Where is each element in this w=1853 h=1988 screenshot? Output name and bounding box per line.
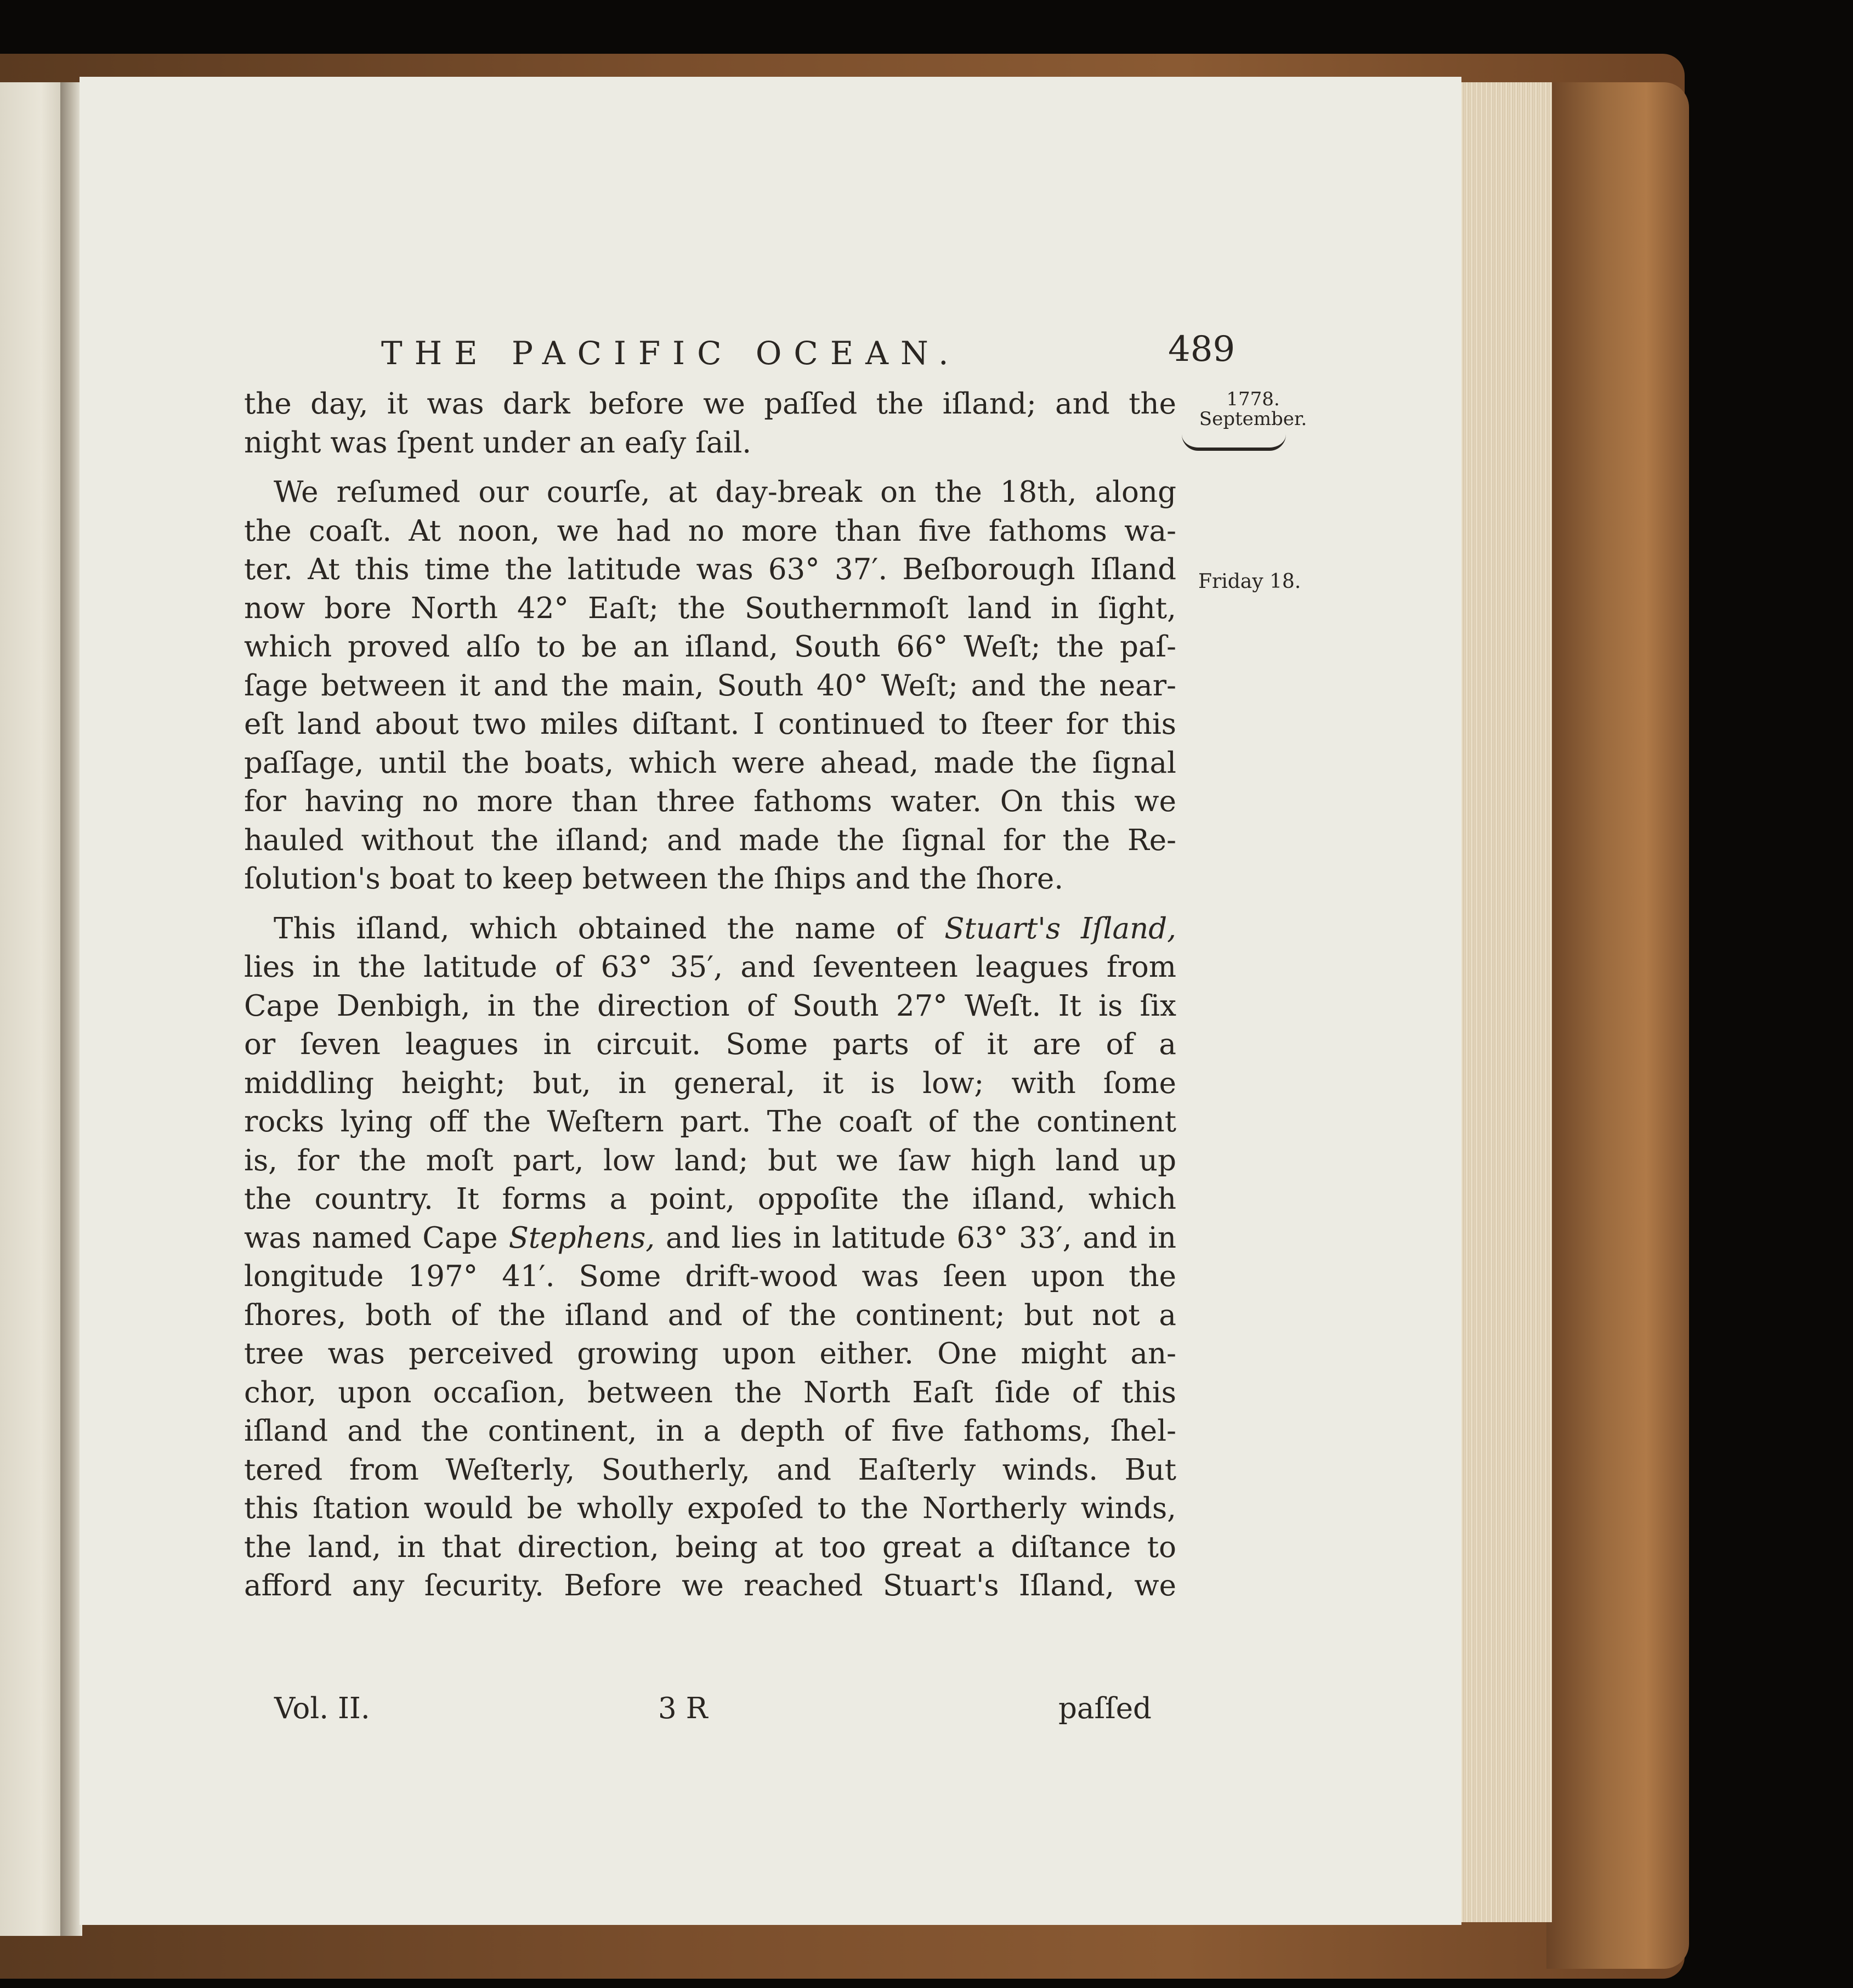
- text-line: afford any ſecurity. Before we reached Stuart's Iſland, we: [244, 1569, 1176, 1602]
- margin-month: September.: [1199, 408, 1307, 430]
- text-line: the coaſt. At noon, we had no more than five fathoms wa-: [244, 514, 1176, 548]
- text-line: middling height; but, in general, it is low; with ſome: [244, 1066, 1176, 1100]
- page-footer: [274, 1692, 1152, 1730]
- text-line: ſolution's boat to keep between the ſhips and the ſhore.: [244, 862, 1064, 896]
- text-line: ter. At this time the latitude was 63° 37′. Beſborough Iſland: [244, 553, 1176, 586]
- text-line: rocks lying off the Weſtern part. The coaſt of the continent: [244, 1105, 1176, 1139]
- text-run: was named Cape: [244, 1221, 509, 1255]
- running-head: THE PACIFIC OCEAN.: [381, 335, 961, 372]
- catchword: paſſed: [1058, 1692, 1152, 1725]
- text-line: the country. It forms a point, oppoſite the iſland, which: [244, 1182, 1176, 1216]
- cover-edge: [1546, 82, 1689, 1969]
- text-line: Cape Denbigh, in the direction of South 27° Weſt. It is ſix: [244, 989, 1176, 1023]
- text-line: night was ſpent under an eaſy ſail.: [244, 426, 752, 460]
- paragraph-2: [244, 473, 1176, 899]
- text-run: and lies in latitude 63° 33′, and in: [655, 1221, 1176, 1255]
- text-line: tered from Weſterly, Southerly, and Eaſterly winds. But: [244, 1453, 1176, 1487]
- page-number: 489: [1168, 329, 1236, 370]
- text-line: chor, upon occaſion, between the North Eaſt ſide of this: [244, 1375, 1176, 1409]
- text-line: this ſtation would be wholly expoſed to the Northerly winds,: [244, 1492, 1176, 1525]
- brace-mark: [1182, 433, 1286, 451]
- margin-year: 1778.: [1226, 388, 1280, 410]
- facing-page: [0, 82, 69, 1936]
- text-line: which proved alſo to be an iſland, South 66° Weſt; the paſ-: [244, 630, 1176, 664]
- text-line: ſage between it and the main, South 40° Weſt; and the near-: [244, 669, 1176, 703]
- text-line: is, for the moſt part, low land; but we ſaw high land up: [244, 1143, 1176, 1177]
- text-run: This iſland, which obtained the name of: [274, 911, 945, 945]
- signature-mark: 3 R: [658, 1692, 708, 1725]
- page: [80, 77, 1461, 1925]
- text-line: lies in the latitude of 63° 35′, and ſeventeen leagues from: [244, 950, 1176, 984]
- body-text: [244, 385, 1176, 1617]
- text-line: ſhores, both of the iſland and of the continent; but not a: [244, 1298, 1176, 1332]
- text-line: paſſage, until the boats, which were ahead, made the ſignal: [244, 746, 1176, 780]
- italic-name: Stephens,: [508, 1221, 655, 1255]
- volume-label: Vol. II.: [274, 1692, 370, 1725]
- text-line: or ſeven leagues in circuit. Some parts of it are of a: [244, 1028, 1176, 1061]
- paragraph-3: [244, 910, 1176, 1606]
- margin-date-note: Friday 18.: [1198, 570, 1301, 593]
- text-line: tree was perceived growing upon either. One might an-: [244, 1337, 1176, 1370]
- text-line: the day, it was dark before we paſſed the iſland; and the: [244, 387, 1176, 421]
- page-block-edge: [1459, 82, 1552, 1922]
- text-line: longitude 197° 41′. Some drift-wood was ſeen upon the: [244, 1260, 1176, 1293]
- italic-name: Stuart's Iſland,: [944, 911, 1176, 945]
- text-line: iſland and the continent, in a depth of five fathoms, ſhel-: [244, 1414, 1176, 1448]
- text-line: [244, 910, 1176, 949]
- gutter-shadow: [60, 82, 82, 1936]
- text-line: for having no more than three fathoms water. On this we: [244, 785, 1176, 818]
- text-line: [244, 1219, 1176, 1258]
- paragraph-1: [244, 385, 1176, 462]
- text-line: now bore North 42° Eaſt; the Southernmoſt land in ſight,: [244, 591, 1176, 625]
- text-line: hauled without the iſland; and made the ſignal for the Re-: [244, 823, 1176, 857]
- text-line: the land, in that direction, being at too great a diſtance to: [244, 1530, 1176, 1564]
- text-line: We reſumed our courſe, at day-break on the 18th, along: [274, 475, 1176, 509]
- text-line: eſt land about two miles diſtant. I continued to ſteer for this: [244, 707, 1176, 741]
